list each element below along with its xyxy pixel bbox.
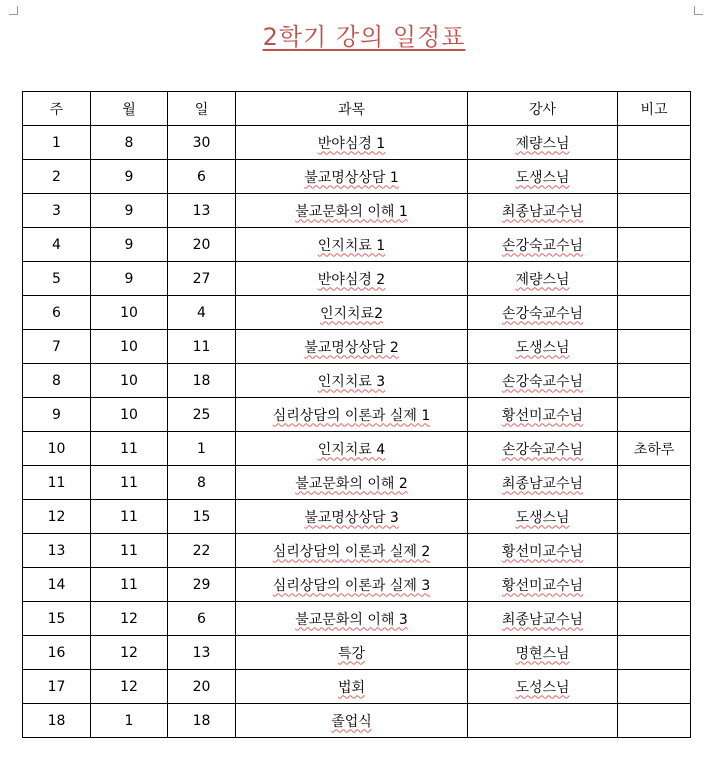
table-row [23, 670, 691, 704]
cell-month [91, 228, 168, 262]
table-row [23, 330, 691, 364]
cell-month-text: 11 [120, 576, 138, 593]
cell-instructor [468, 500, 618, 534]
cell-week-text: 9 [52, 406, 61, 423]
cell-day [168, 364, 236, 398]
cell-day [168, 704, 236, 738]
header-month: 월 [91, 92, 168, 126]
cell-week [23, 466, 91, 500]
cell-day-text: 20 [192, 236, 211, 253]
cell-day-text: 13 [192, 202, 211, 219]
cell-instructor-text: 황선미교수님 [501, 407, 584, 424]
cell-instructor [468, 228, 618, 262]
cell-instructor-text: 명현스님 [515, 645, 570, 662]
cell-subject [236, 228, 468, 262]
header-note: 비고 [618, 92, 691, 126]
cell-day [168, 160, 236, 194]
cell-day [168, 534, 236, 568]
cell-subject [236, 534, 468, 568]
cell-month-text: 12 [120, 678, 138, 695]
cell-week [23, 296, 91, 330]
cell-week-text: 4 [52, 236, 61, 253]
cell-month-text: 11 [120, 440, 138, 457]
cell-week-text: 14 [47, 576, 66, 593]
cell-instructor [468, 262, 618, 296]
cell-week [23, 704, 91, 738]
cell-day [168, 330, 236, 364]
table-row [23, 398, 691, 432]
cell-instructor [468, 296, 618, 330]
cell-week-text: 17 [47, 678, 66, 695]
cell-subject [236, 296, 468, 330]
cell-month-text: 8 [124, 134, 134, 151]
cell-note [618, 534, 691, 568]
cell-instructor [468, 636, 618, 670]
header-week: 주 [23, 92, 91, 126]
cell-day-text: 8 [197, 474, 206, 491]
cell-month-text: 1 [124, 712, 134, 729]
table-row [23, 228, 691, 262]
cell-week [23, 194, 91, 228]
cell-subject [236, 398, 468, 432]
cell-day [168, 602, 236, 636]
table-row [23, 160, 691, 194]
cell-week [23, 568, 91, 602]
cell-day [168, 500, 236, 534]
header-subject: 과목 [236, 92, 468, 126]
cell-note [618, 262, 691, 296]
cell-note [618, 126, 691, 160]
cell-note [618, 500, 691, 534]
cell-subject-text: 심리상담의 이론과 실제 2 [272, 543, 431, 560]
cell-day [168, 466, 236, 500]
cell-subject-text: 반야심경 1 [317, 135, 386, 152]
cell-note [618, 364, 691, 398]
cell-day-text: 1 [197, 440, 206, 457]
cell-week [23, 500, 91, 534]
table-row [23, 194, 691, 228]
cell-week [23, 432, 91, 466]
cell-subject-text: 불교문화의 이해 1 [295, 203, 408, 220]
cell-instructor [468, 194, 618, 228]
cell-day-text: 18 [192, 712, 211, 729]
cell-week-text: 7 [52, 338, 61, 355]
cell-month-text: 10 [120, 304, 138, 321]
cell-day [168, 296, 236, 330]
cell-subject-text: 불교명상상담 3 [304, 509, 399, 526]
cell-month [91, 160, 168, 194]
cell-week-text: 18 [47, 712, 66, 729]
cell-month-text: 11 [120, 474, 138, 491]
cell-month [91, 330, 168, 364]
cell-day [168, 126, 236, 160]
cell-week-text: 5 [52, 270, 61, 287]
cell-month-text: 11 [120, 542, 138, 559]
cell-instructor-text: 황선미교수님 [501, 543, 584, 560]
cell-note [618, 398, 691, 432]
cell-day [168, 398, 236, 432]
cell-month-text: 10 [120, 406, 138, 423]
header-instructor: 강사 [468, 92, 618, 126]
cell-month-text: 10 [120, 338, 138, 355]
cell-week [23, 160, 91, 194]
cell-subject-text: 불교문화의 이해 2 [295, 475, 408, 492]
table-row [23, 432, 691, 466]
table-row [23, 296, 691, 330]
cell-instructor [468, 602, 618, 636]
cell-week [23, 534, 91, 568]
table-row [23, 704, 691, 738]
cell-subject [236, 670, 468, 704]
cell-note [618, 670, 691, 704]
cell-day [168, 432, 236, 466]
cell-month-text: 12 [120, 610, 138, 627]
cell-month [91, 670, 168, 704]
header-day: 일 [168, 92, 236, 126]
cell-subject [236, 602, 468, 636]
cell-month [91, 466, 168, 500]
cell-week [23, 364, 91, 398]
cell-instructor-text: 손강숙교수님 [501, 441, 584, 458]
cell-day [168, 670, 236, 704]
cell-instructor-text: 최종남교수님 [501, 611, 584, 628]
cell-note [618, 704, 691, 738]
cell-month [91, 432, 168, 466]
cell-subject [236, 704, 468, 738]
cell-subject-text: 불교명상상담 1 [304, 169, 399, 186]
cell-instructor-text: 최종남교수님 [501, 203, 584, 220]
cell-instructor-text: 도성스님 [515, 679, 570, 696]
cell-instructor [468, 670, 618, 704]
cell-week-text: 16 [47, 644, 66, 661]
cell-week-text: 15 [47, 610, 66, 627]
cell-note [618, 228, 691, 262]
cell-instructor [468, 160, 618, 194]
cell-subject-text: 인지치료 4 [317, 441, 386, 458]
cell-instructor [468, 364, 618, 398]
cell-instructor-text: 최종남교수님 [501, 475, 584, 492]
cell-day-text: 6 [197, 168, 206, 185]
cell-subject-text: 불교문화의 이해 3 [295, 611, 408, 628]
cell-note [618, 466, 691, 500]
table-row [23, 602, 691, 636]
cell-instructor-text: 손강숙교수님 [501, 237, 584, 254]
cell-subject [236, 262, 468, 296]
cell-subject-text: 불교명상상담 2 [304, 339, 399, 356]
cell-week [23, 262, 91, 296]
cell-week [23, 636, 91, 670]
cell-month [91, 636, 168, 670]
cell-day-text: 15 [192, 508, 211, 525]
cell-subject-text: 인지치료 3 [317, 373, 386, 390]
cell-week-text: 3 [52, 202, 61, 219]
cell-week-text: 1 [52, 134, 61, 151]
cell-week [23, 398, 91, 432]
page-corner-mark-right [694, 6, 703, 15]
cell-instructor [468, 432, 618, 466]
cell-note [618, 160, 691, 194]
cell-month-text: 9 [124, 236, 134, 253]
table-body [23, 126, 691, 738]
cell-note [618, 568, 691, 602]
cell-month [91, 194, 168, 228]
cell-day [168, 568, 236, 602]
cell-day-text: 13 [192, 644, 211, 661]
cell-week-text: 13 [47, 542, 66, 559]
cell-note [618, 602, 691, 636]
cell-subject [236, 194, 468, 228]
table-row [23, 364, 691, 398]
cell-day [168, 636, 236, 670]
cell-week-text: 8 [52, 372, 61, 389]
page-corner-mark-left [9, 6, 18, 15]
cell-instructor-text: 도생스님 [515, 339, 570, 356]
cell-instructor-text: 제량스님 [515, 271, 570, 288]
cell-week [23, 602, 91, 636]
cell-instructor [468, 568, 618, 602]
cell-subject [236, 432, 468, 466]
cell-subject-text: 반야심경 2 [317, 271, 386, 288]
cell-month [91, 262, 168, 296]
cell-subject [236, 466, 468, 500]
cell-day-text: 11 [192, 338, 211, 355]
cell-instructor [468, 330, 618, 364]
cell-month-text: 9 [124, 270, 134, 287]
cell-day-text: 27 [192, 270, 211, 287]
table-row [23, 466, 691, 500]
cell-week [23, 670, 91, 704]
cell-note [618, 636, 691, 670]
table-row [23, 568, 691, 602]
cell-month [91, 364, 168, 398]
table-row [23, 636, 691, 670]
cell-month-text: 11 [120, 508, 138, 525]
cell-instructor [468, 534, 618, 568]
cell-day [168, 228, 236, 262]
cell-instructor [468, 466, 618, 500]
cell-day-text: 18 [192, 372, 211, 389]
cell-instructor [468, 398, 618, 432]
cell-week-text: 12 [47, 508, 66, 525]
cell-month-text: 9 [124, 202, 134, 219]
cell-week-text: 6 [52, 304, 61, 321]
cell-month [91, 296, 168, 330]
cell-day-text: 30 [192, 134, 211, 151]
cell-instructor-text: 손강숙교수님 [501, 305, 584, 322]
cell-month-text: 10 [120, 372, 138, 389]
cell-instructor-text: 도생스님 [515, 169, 570, 186]
cell-instructor-text: 황선미교수님 [501, 577, 584, 594]
cell-instructor-text: 도생스님 [515, 509, 570, 526]
cell-subject-text: 특강 [337, 645, 366, 662]
table-row [23, 534, 691, 568]
cell-day-text: 4 [197, 304, 206, 321]
cell-month [91, 534, 168, 568]
cell-month [91, 704, 168, 738]
cell-day-text: 22 [192, 542, 211, 559]
cell-month [91, 568, 168, 602]
cell-instructor [468, 126, 618, 160]
schedule-table [22, 91, 691, 738]
cell-subject [236, 330, 468, 364]
cell-note [618, 330, 691, 364]
cell-subject-text: 심리상담의 이론과 실제 3 [272, 577, 431, 594]
cell-month [91, 500, 168, 534]
cell-subject-text: 법회 [337, 679, 366, 696]
cell-subject [236, 568, 468, 602]
cell-note-text: 초하루 [633, 441, 675, 458]
cell-subject [236, 364, 468, 398]
document-title-text: 2학기 강의 일정표 [262, 23, 466, 51]
cell-subject [236, 636, 468, 670]
cell-note [618, 432, 691, 466]
cell-instructor-text: 손강숙교수님 [501, 373, 584, 390]
document-title [0, 20, 728, 54]
cell-week-text: 10 [47, 440, 66, 457]
cell-day [168, 194, 236, 228]
cell-week [23, 126, 91, 160]
table-row [23, 262, 691, 296]
table-row [23, 500, 691, 534]
cell-month [91, 398, 168, 432]
cell-day-text: 25 [192, 406, 211, 423]
cell-subject-text: 졸업식 [331, 713, 372, 730]
cell-subject [236, 160, 468, 194]
cell-subject-text: 인지치료 1 [317, 237, 386, 254]
cell-subject [236, 126, 468, 160]
cell-day [168, 262, 236, 296]
table-header-row [23, 92, 691, 126]
cell-day-text: 20 [192, 678, 211, 695]
cell-instructor [468, 704, 618, 738]
cell-week-text: 11 [47, 474, 66, 491]
cell-day-text: 29 [192, 576, 211, 593]
cell-subject-text: 심리상담의 이론과 실제 1 [272, 407, 431, 424]
cell-week [23, 228, 91, 262]
cell-note [618, 194, 691, 228]
cell-month [91, 602, 168, 636]
cell-instructor-text: 제량스님 [515, 135, 570, 152]
cell-week [23, 330, 91, 364]
cell-subject [236, 500, 468, 534]
table-row [23, 126, 691, 160]
cell-note [618, 296, 691, 330]
cell-day-text: 6 [197, 610, 206, 627]
cell-week-text: 2 [52, 168, 61, 185]
cell-month-text: 12 [120, 644, 138, 661]
cell-month [91, 126, 168, 160]
cell-month-text: 9 [124, 168, 134, 185]
cell-subject-text: 인지치료2 [319, 305, 383, 322]
